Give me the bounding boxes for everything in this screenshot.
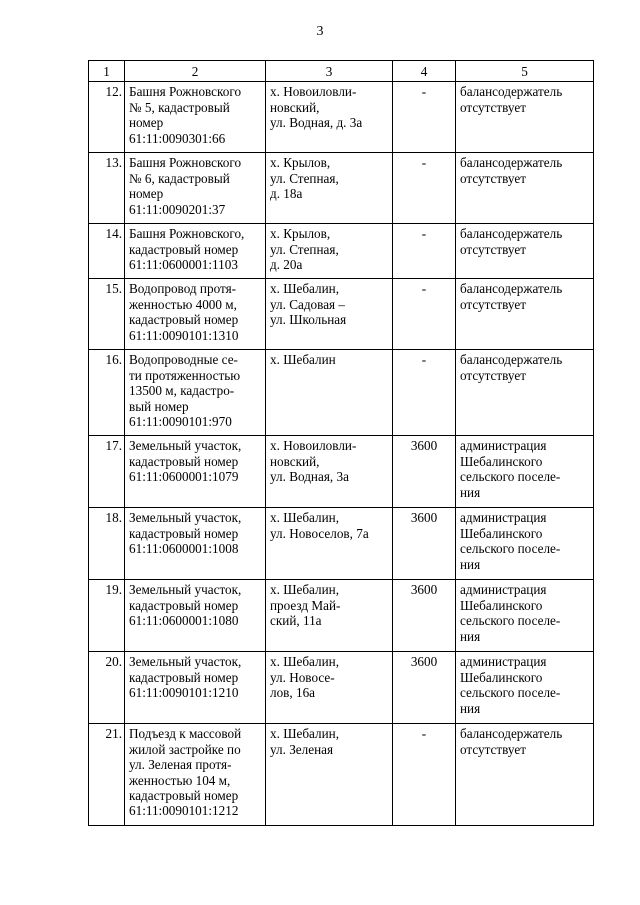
object-name: Водопровод протя- женностью 4000 м, кадастровый номер 61:11:0090101:1310 <box>125 279 266 350</box>
row-number: 15. <box>89 279 125 350</box>
table-row <box>89 224 594 279</box>
row-number: 13. <box>89 153 125 224</box>
balance-holder: балансодержатель отсутствует <box>456 279 594 350</box>
table-row <box>89 82 594 153</box>
property-registry-table <box>88 60 594 826</box>
table-header-row <box>89 61 594 82</box>
object-address: х. Шебалин, проезд Май- ский, 11а <box>266 580 393 652</box>
balance-holder: администрация Шебалинского сельского поселе- ния <box>456 436 594 508</box>
column-header-area: 4 <box>393 61 456 82</box>
object-name: Подъезд к массовой жилой застройке по ул. Зеленая протя- женностью 104 м, кадастровый номер 61:11:0090101:1212 <box>125 724 266 826</box>
table-row <box>89 153 594 224</box>
table-row <box>89 350 594 436</box>
row-number: 21. <box>89 724 125 826</box>
object-name: Водопроводные се- ти протяженностью 13500 м, кадастро- вый номер 61:11:0090101:970 <box>125 350 266 436</box>
object-name: Башня Рожновского № 6, кадастровый номер 61:11:0090201:37 <box>125 153 266 224</box>
row-number: 20. <box>89 652 125 724</box>
table-row <box>89 724 594 826</box>
page-number: 3 <box>316 24 324 39</box>
row-number: 16. <box>89 350 125 436</box>
object-area: - <box>393 279 456 350</box>
object-name: Башня Рожновского, кадастровый номер 61:11:0600001:1103 <box>125 224 266 279</box>
balance-holder: администрация Шебалинского сельского поселе- ния <box>456 580 594 652</box>
balance-holder: балансодержатель отсутствует <box>456 224 594 279</box>
balance-holder: балансодержатель отсутствует <box>456 350 594 436</box>
row-number: 12. <box>89 82 125 153</box>
table-row <box>89 436 594 508</box>
object-address: х. Шебалин <box>266 350 393 436</box>
object-area: - <box>393 224 456 279</box>
object-area: 3600 <box>393 580 456 652</box>
balance-holder: балансодержатель отсутствует <box>456 82 594 153</box>
object-name: Земельный участок, кадастровый номер 61:11:0600001:1079 <box>125 436 266 508</box>
column-header-number: 1 <box>89 61 125 82</box>
object-address: х. Шебалин, ул. Садовая – ул. Школьная <box>266 279 393 350</box>
row-number: 14. <box>89 224 125 279</box>
object-address: х. Шебалин, ул. Новосе- лов, 16а <box>266 652 393 724</box>
table-row <box>89 279 594 350</box>
table-row <box>89 652 594 724</box>
balance-holder: администрация Шебалинского сельского поселе- ния <box>456 652 594 724</box>
table-row <box>89 508 594 580</box>
row-number: 17. <box>89 436 125 508</box>
table-row <box>89 580 594 652</box>
object-address: х. Новоиловли- новский, ул. Водная, 3а <box>266 436 393 508</box>
object-name: Земельный участок, кадастровый номер 61:11:0090101:1210 <box>125 652 266 724</box>
row-number: 18. <box>89 508 125 580</box>
object-address: х. Шебалин, ул. Зеленая <box>266 724 393 826</box>
balance-holder: администрация Шебалинского сельского поселе- ния <box>456 508 594 580</box>
object-area: 3600 <box>393 436 456 508</box>
object-name: Башня Рожновского № 5, кадастровый номер 61:11:0090301:66 <box>125 82 266 153</box>
object-area: - <box>393 350 456 436</box>
object-address: х. Крылов, ул. Степная, д. 18а <box>266 153 393 224</box>
row-number: 19. <box>89 580 125 652</box>
object-area: - <box>393 153 456 224</box>
object-area: 3600 <box>393 508 456 580</box>
column-header-name: 2 <box>125 61 266 82</box>
balance-holder: балансодержатель отсутствует <box>456 724 594 826</box>
balance-holder: балансодержатель отсутствует <box>456 153 594 224</box>
column-header-address: 3 <box>266 61 393 82</box>
object-area: - <box>393 82 456 153</box>
object-name: Земельный участок, кадастровый номер 61:11:0600001:1008 <box>125 508 266 580</box>
column-header-holder: 5 <box>456 61 594 82</box>
object-name: Земельный участок, кадастровый номер 61:11:0600001:1080 <box>125 580 266 652</box>
object-area: 3600 <box>393 652 456 724</box>
object-address: х. Шебалин, ул. Новоселов, 7а <box>266 508 393 580</box>
object-address: х. Крылов, ул. Степная, д. 20а <box>266 224 393 279</box>
object-area: - <box>393 724 456 826</box>
object-address: х. Новоиловли- новский, ул. Водная, д. 3а <box>266 82 393 153</box>
